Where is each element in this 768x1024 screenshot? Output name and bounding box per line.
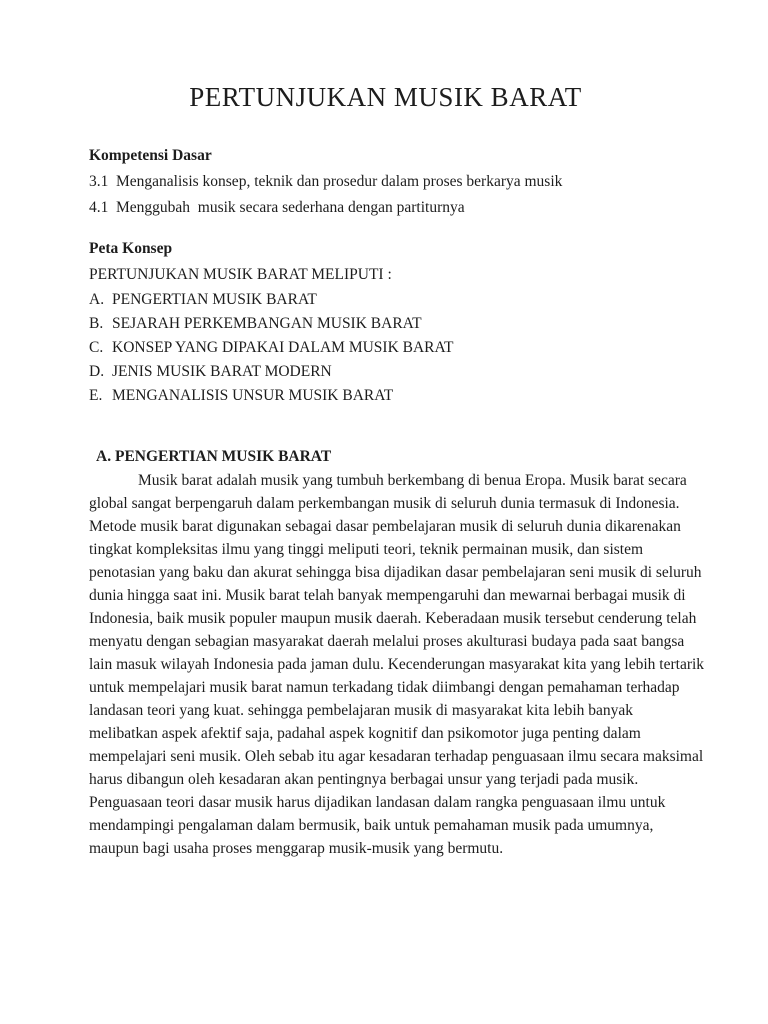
peta-konsep-item-marker: D. <box>89 363 105 380</box>
peta-konsep-section <box>89 236 682 408</box>
peta-konsep-heading: Peta Konsep <box>89 240 173 257</box>
peta-konsep-item-label: KONSEP YANG DIPAKAI DALAM MUSIK BARAT <box>112 339 454 356</box>
paragraph-line: Penguasaan teori dasar musik harus dijadikan landasan dalam rangka penguasaan ilmu untuk <box>89 794 666 811</box>
paragraph-line: lain masuk wilayah Indonesia pada jaman dulu. Kecenderungan masyarakat kita yang lebih tertarik <box>89 656 705 673</box>
section-a-heading <box>89 445 682 469</box>
kompetensi-dasar-heading: Kompetensi Dasar <box>89 147 212 164</box>
peta-konsep-list <box>89 288 682 408</box>
section-a-heading-label: PENGERTIAN MUSIK BARAT <box>115 448 332 465</box>
document-title: PERTUNJUKAN MUSIK BARAT <box>189 82 582 112</box>
paragraph-line: global sangat berpengaruh dalam perkembangan musik di seluruh dunia termasuk di Indonesia. <box>89 495 680 512</box>
kompetensi-item-text: Menganalisis konsep, teknik dan prosedur dalam proses berkarya musik <box>116 173 563 190</box>
peta-konsep-item-label: SEJARAH PERKEMBANGAN MUSIK BARAT <box>112 315 422 332</box>
kompetensi-item <box>89 169 682 195</box>
kompetensi-item-number: 3.1 <box>89 173 109 190</box>
peta-konsep-item <box>89 312 682 336</box>
peta-konsep-item <box>89 384 682 408</box>
peta-konsep-item <box>89 360 682 384</box>
kompetensi-item-number: 4.1 <box>89 199 109 216</box>
kompetensi-item <box>89 195 682 221</box>
paragraph-line: untuk mempelajari musik barat namun terkadang tidak diimbangi dengan pemahaman terhadap <box>89 679 680 696</box>
peta-konsep-item-marker: A. <box>89 291 105 308</box>
paragraph-line: dunia hingga saat ini. Musik barat telah banyak mempengaruhi dan mewarnai berbagai musik di <box>89 587 686 604</box>
kompetensi-dasar-section <box>89 143 682 221</box>
section-a-marker: A. <box>96 448 112 465</box>
paragraph-line: Musik barat adalah musik yang tumbuh berkembang di benua Eropa. Musik barat secara <box>138 472 687 489</box>
paragraph-line: tingkat kompleksitas ilmu yang tinggi meliputi teori, teknik permainan musik, dan sistem <box>89 541 644 558</box>
paragraph-line: mendampingi pengalaman dalam bermusik, baik untuk pemahaman musik pada umumnya, <box>89 817 654 834</box>
peta-konsep-item-marker: E. <box>89 387 103 404</box>
section-a-paragraph <box>89 469 705 860</box>
peta-konsep-item-label: PENGERTIAN MUSIK BARAT <box>112 291 317 308</box>
paragraph-line: Metode musik barat digunakan sebagai dasar pembelajaran musik di seluruh dunia dikarenakan <box>89 518 681 535</box>
paragraph-line: Indonesia, baik musik populer maupun musik daerah. Keberadaan musik tersebut cenderung telah <box>89 610 697 627</box>
paragraph-line: menyatu dengan sebagian masyarakat daerah melalui proses akulturasi budaya pada saat bangsa <box>89 633 685 650</box>
peta-konsep-item <box>89 288 682 312</box>
peta-konsep-item-marker: C. <box>89 339 104 356</box>
paragraph-line: penotasian yang baku dan akurat sehingga bisa dijadikan dasar pembelajaran seni musik di seluruh <box>89 564 702 581</box>
peta-konsep-item <box>89 336 682 360</box>
paragraph-line: maupun bagi usaha proses menggarap musik-musik yang bermutu. <box>89 840 504 857</box>
peta-konsep-intro: PERTUNJUKAN MUSIK BARAT MELIPUTI : <box>89 266 392 283</box>
kompetensi-item-text: Menggubah musik secara sederhana dengan partiturnya <box>116 199 465 216</box>
paragraph-line: mempelajari seni musik. Oleh sebab itu agar kesadaran terhadap penguasaan ilmu secara maksimal <box>89 748 704 765</box>
peta-konsep-item-label: MENGANALISIS UNSUR MUSIK BARAT <box>112 387 394 404</box>
paragraph-line: harus dibangun oleh kesadaran akan pentingnya berbagai unsur yang terjadi pada musik. <box>89 771 639 788</box>
paragraph-line: melibatkan aspek afektif saja, padahal aspek kognitif dan psikomotor juga penting dalam <box>89 725 641 742</box>
peta-konsep-item-label: JENIS MUSIK BARAT MODERN <box>112 363 332 380</box>
section-a <box>89 445 705 860</box>
paragraph-line: landasan teori yang kuat. sehingga pembelajaran musik di masyarakat kita lebih banyak <box>89 702 634 719</box>
kompetensi-dasar-list <box>89 169 682 221</box>
peta-konsep-item-marker: B. <box>89 315 104 332</box>
